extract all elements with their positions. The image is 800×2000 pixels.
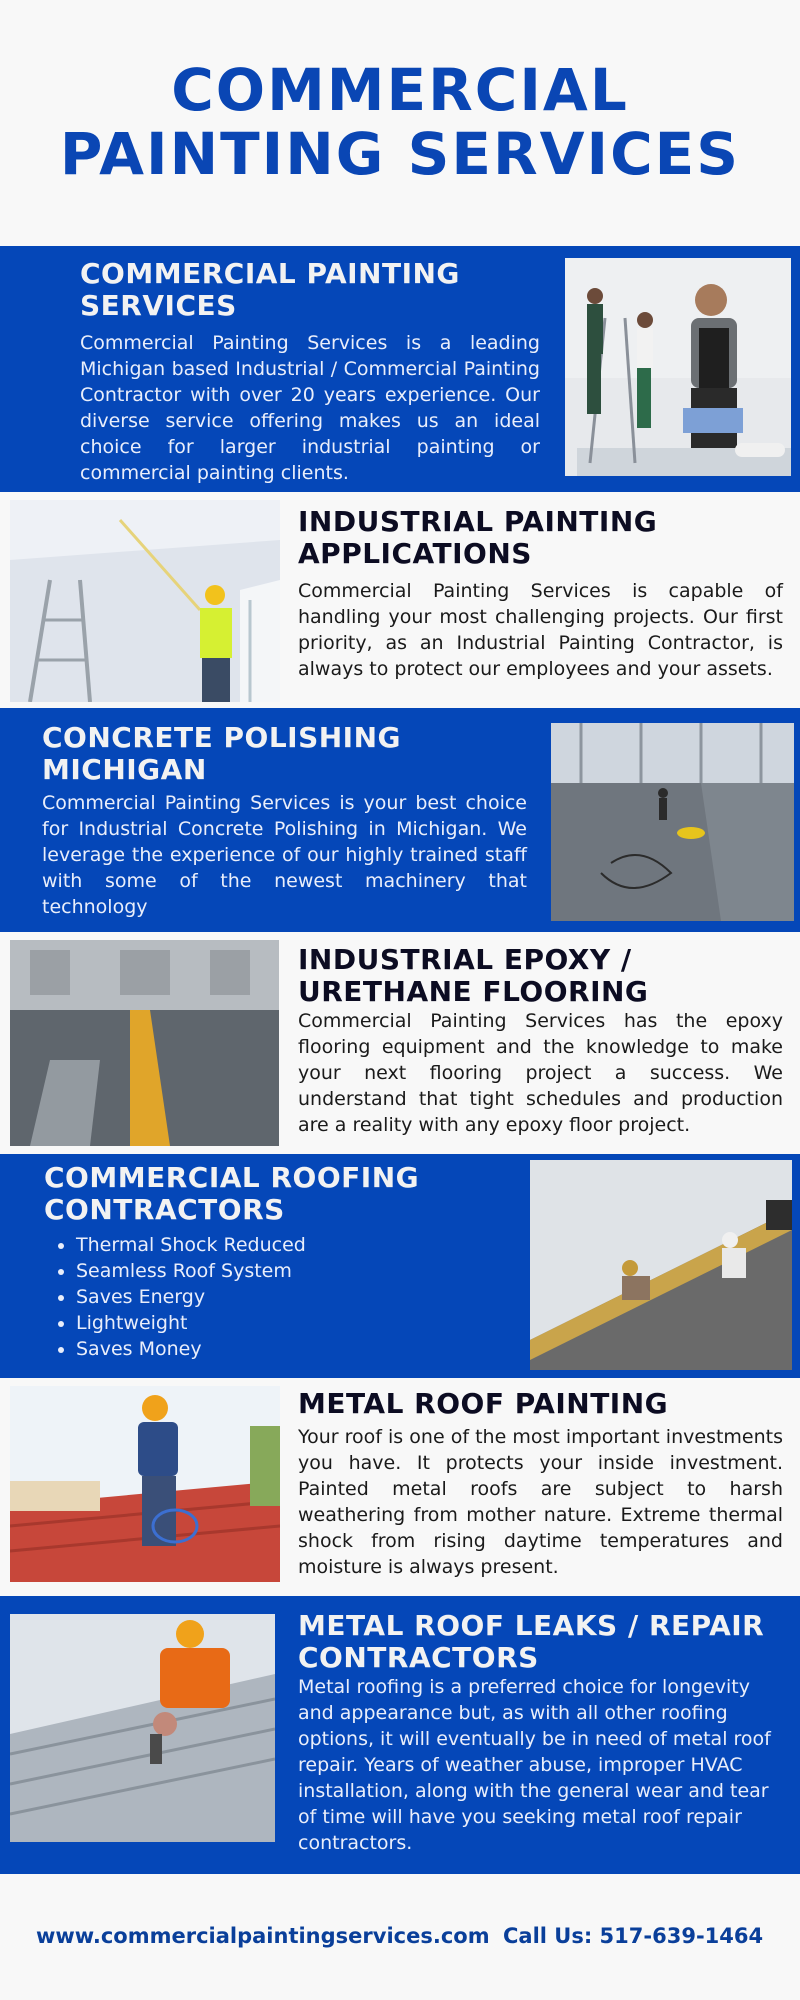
section-text: Your roof is one of the most important investments you have. It protects your inside investment. Painted metal roofs are subject to harsh weathering from mother nature. Extreme thermal shock from rising daytime temperatures and moisture is always present. xyxy=(298,1426,783,1578)
page-title-line: COMMERCIAL xyxy=(171,56,629,124)
page-title xyxy=(0,58,800,186)
section-heading: COMMERCIAL ROOFING CONTRACTORS xyxy=(44,1161,420,1226)
website-link[interactable]: www.commercialpaintingservices.com xyxy=(36,1924,490,1948)
section-metal-roof-painting xyxy=(0,1378,800,1596)
section-heading: METAL ROOF PAINTING xyxy=(298,1387,669,1420)
roofers-photo xyxy=(530,1160,792,1370)
section-text: Commercial Painting Services is your best choice for Industrial Concrete Polishing in Michigan. We leverage the experience of our highly trained staff with some of the newest machinery that technology xyxy=(42,792,527,918)
section-heading: CONCRETE POLISHING MICHIGAN xyxy=(42,721,402,786)
page-title-line: PAINTING SERVICES xyxy=(59,120,741,188)
section-industrial-painting xyxy=(0,492,800,708)
section-commercial-painting xyxy=(0,246,800,492)
section-commercial-roofing xyxy=(0,1154,800,1378)
section-text: Metal roofing is a preferred choice for longevity and appearance but, as with all other roofing options, it will eventually be in need of metal roof repair. Years of weather abuse, improper HVAC installation, along with the general wear and tear of time will have you seeking metal roof repair contractors. xyxy=(298,1676,771,1854)
section-text: Commercial Painting Services is capable of handling your most challenging projects. Our first priority, as an Industrial Painting Contractor, is always to protect our employees and your assets. xyxy=(298,580,783,680)
list-item: • Thermal Shock Reduced xyxy=(76,1232,306,1258)
section-heading: INDUSTRIAL PAINTING APPLICATIONS xyxy=(298,505,658,570)
list-item: • Lightweight xyxy=(76,1310,306,1336)
epoxy-floor-photo xyxy=(10,940,279,1146)
section-heading: COMMERCIAL PAINTING SERVICES xyxy=(80,257,460,322)
section-text: Commercial Painting Services is a leading Michigan based Industrial / Commercial Painting Contractor with over 20 years experience. Our diverse service offering makes us an ideal choice for larger industrial painting or commercial painting clients. xyxy=(80,332,540,484)
list-item: • Seamless Roof System xyxy=(76,1258,306,1284)
section-epoxy-flooring xyxy=(0,932,800,1154)
roofing-benefits-list xyxy=(44,1232,306,1362)
roof-repair-photo xyxy=(10,1614,275,1842)
list-item: • Saves Money xyxy=(76,1336,306,1362)
section-heading: INDUSTRIAL EPOXY / URETHANE FLOORING xyxy=(298,943,649,1008)
industrial-painter-photo xyxy=(10,500,280,702)
section-concrete-polishing xyxy=(0,708,800,932)
concrete-polishing-photo xyxy=(551,723,794,921)
section-metal-roof-repair xyxy=(0,1596,800,1874)
roof-painter-photo xyxy=(10,1386,280,1582)
list-item: • Saves Energy xyxy=(76,1284,306,1310)
section-heading: METAL ROOF LEAKS / REPAIR CONTRACTORS xyxy=(298,1609,765,1674)
phone-number[interactable]: Call Us: 517-639-1464 xyxy=(503,1924,764,1948)
section-text: Commercial Painting Services has the epoxy flooring equipment and the knowledge to make your next flooring project a success. We understand that tight schedules and production are a reality with any epoxy floor project. xyxy=(298,1010,783,1136)
painters-photo xyxy=(565,258,791,476)
